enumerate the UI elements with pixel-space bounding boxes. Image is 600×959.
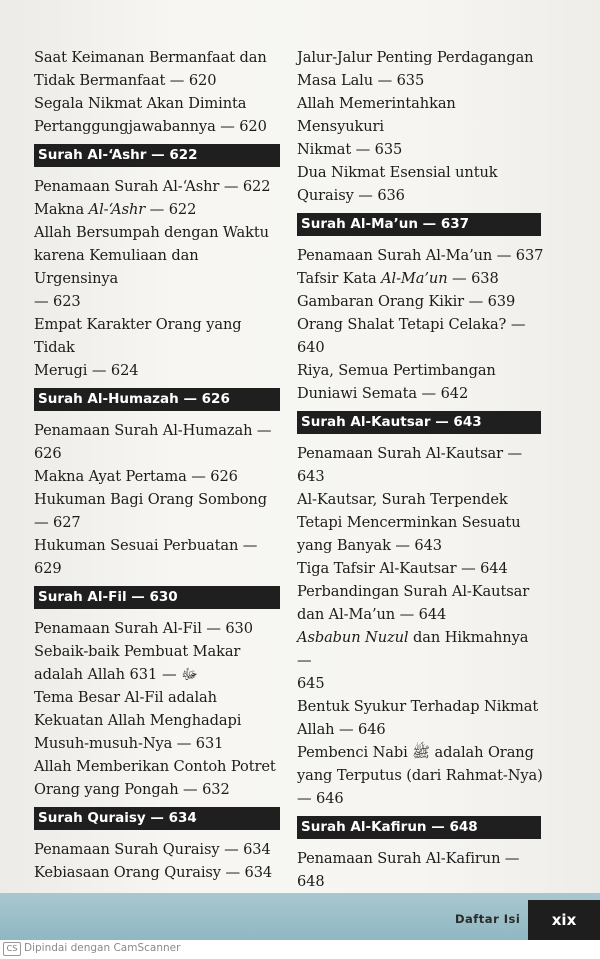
toc-entry-line: Dua Nikmat Esensial untuk [297,164,498,181]
toc-entry-line: Hukuman Sesuai Perbuatan — [34,537,258,554]
toc-entry-text: dan Hikmahnya — [297,629,529,669]
toc-entry [34,198,286,221]
toc-entry-line: Tiga Tafsir Al-Kautsar — 644 [297,560,508,577]
toc-entry [297,847,547,893]
toc-entry-line: Tidak Bermanfaat — 620 [34,72,217,89]
toc-entry-line: Kekuatan Allah Menghadapi [34,712,242,729]
toc-entry [34,92,286,138]
toc-entry-line: 645 [297,675,325,692]
toc-entry [297,92,547,161]
toc-entry [34,755,286,801]
toc-entry-line: Segala Nikmat Akan Diminta [34,95,247,112]
toc-right-column [297,46,547,893]
toc-entry-line: Allah Bersumpah dengan Waktu [34,224,269,241]
toc-entry-line: Tetapi Mencerminkan Sesuatu [297,514,521,531]
toc-entry-line: Makna Ayat Pertama — 626 [34,468,238,485]
toc-entry-line: Duniawi Semata — 642 [297,385,469,402]
surah-section-header: Surah Al-Kafirun — 648 [297,816,541,839]
toc-entry [297,313,547,359]
toc-entry-line: Allah Memberikan Contoh Potret [34,758,276,775]
toc-entry [34,861,286,884]
toc-entry-line: — 646 [297,790,344,807]
toc-entry-line: Kebiasaan Orang Quraisy — 634 [34,864,273,881]
toc-entry-line: Pertanggungjawabannya — 620 [34,118,267,135]
toc-entry-line: Masa Lalu — 635 [297,72,425,89]
toc-entry-line: dan Al-Ma’un — 644 [297,606,447,623]
toc-entry [297,359,547,405]
toc-entry-line: 648 [297,873,325,890]
toc-entry [34,465,286,488]
toc-entry-line: 640 [297,339,325,356]
camscanner-logo-icon: CS [3,942,21,956]
toc-entry [34,686,286,755]
toc-entry-line: yang Banyak — 643 [297,537,442,554]
toc-entry-line: Penamaan Surah Al-Kautsar — [297,445,522,462]
toc-entry [34,221,286,313]
toc-entry-line: Gambaran Orang Kikir — 639 [297,293,516,310]
toc-entry-text: — 622 [145,201,197,218]
toc-entry-line: Perbandingan Surah Al-Kautsar [297,583,530,600]
toc-entry [34,46,286,92]
scanner-watermark-text: Dipindai dengan CamScanner [24,942,181,954]
toc-entry-line: Penamaan Surah Al-Humazah — [34,422,272,439]
toc-entry [297,488,547,557]
toc-entry [297,267,547,290]
toc-entry [34,534,286,580]
toc-entry-line: Nikmat — 635 [297,141,403,158]
toc-entry [297,161,547,207]
toc-entry-line: 629 [34,560,62,577]
toc-entry-line: Hukuman Bagi Orang Sombong [34,491,267,508]
toc-entry [297,741,547,810]
toc-entry-line: adalah Allah ﷻ — 631 [34,666,198,683]
toc-entry-line: — 627 [34,514,81,531]
surah-section-header: Surah Al-Fil — 630 [34,586,280,609]
toc-entry-line: Allah — 646 [297,721,386,738]
toc-entry-line: Musuh-musuh-Nya — 631 [34,735,224,752]
surah-section-header: Surah Al-Ma’un — 637 [297,213,541,236]
toc-entry-line: 626 [34,445,62,462]
toc-entry-line: Penamaan Surah Al-‘Ashr — 622 [34,178,271,195]
toc-entry-line: Al-Kautsar, Surah Terpendek [297,491,508,508]
toc-entry [34,488,286,534]
toc-entry [297,580,547,626]
toc-entry-line: Orang Shalat Tetapi Celaka? — [297,316,526,333]
toc-left-column [34,46,286,884]
surah-section-header: Surah Al-Humazah — 626 [34,388,280,411]
surah-section-header: Surah Al-Kautsar — 643 [297,411,541,434]
toc-entry-text: — 638 [447,270,499,287]
toc-entry [34,313,286,382]
toc-entry-line: Orang yang Pongah — 632 [34,781,230,798]
toc-entry-line: Merugi — 624 [34,362,139,379]
toc-entry [297,626,547,695]
toc-entry-italic-term: Al-‘Ashr [88,201,146,218]
toc-entry [297,46,547,92]
toc-entry-line: Penamaan Surah Al-Ma’un — 637 [297,247,544,264]
toc-entry-line: Sebaik-baik Pembuat Makar [34,643,241,660]
toc-entry-italic-term: Asbabun Nuzul [297,629,409,646]
toc-entry-line: Penamaan Surah Al-Kafirun — [297,850,520,867]
page-number: xix [528,900,600,940]
toc-entry-line: Empat Karakter Orang yang Tidak [34,316,242,356]
toc-entry [297,442,547,488]
toc-entry-line: — 623 [34,293,81,310]
toc-entry-line: Quraisy — 636 [297,187,405,204]
toc-entry [297,290,547,313]
surah-section-header: Surah Al-‘Ashr — 622 [34,144,280,167]
toc-entry [297,557,547,580]
toc-entry [34,838,286,861]
toc-entry-line: Saat Keimanan Bermanfaat dan [34,49,267,66]
toc-entry-line: 643 [297,468,325,485]
toc-entry-line: Tema Besar Al-Fil adalah [34,689,217,706]
toc-entry-text: Tafsir Kata [297,270,382,287]
toc-entry-italic-term: Al-Ma’un [381,270,448,287]
footer-section-title: Daftar Isi [455,912,521,926]
toc-entry [34,175,286,198]
toc-entry-line: Penamaan Surah Quraisy — 634 [34,841,271,858]
toc-entry [297,695,547,741]
toc-entry-line: Riya, Semua Pertimbangan [297,362,496,379]
surah-section-header: Surah Quraisy — 634 [34,807,280,830]
toc-entry [34,617,286,640]
toc-entry-line: yang Terputus (dari Rahmat-Nya) [297,767,543,784]
toc-entry-text: Makna [34,201,89,218]
toc-entry-line: Pembenci Nabi ﷺ adalah Orang [297,744,534,761]
toc-entry-line: karena Kemuliaan dan Urgensinya [34,247,199,287]
toc-entry-line: Allah Memerintahkan Mensyukuri [297,95,456,135]
toc-entry [34,419,286,465]
toc-entry [34,640,286,686]
toc-entry-line: Jalur-Jalur Penting Perdagangan [297,49,534,66]
toc-entry-line: Bentuk Syukur Terhadap Nikmat [297,698,539,715]
toc-entry-line: Penamaan Surah Al-Fil — 630 [34,620,253,637]
toc-entry [297,244,547,267]
